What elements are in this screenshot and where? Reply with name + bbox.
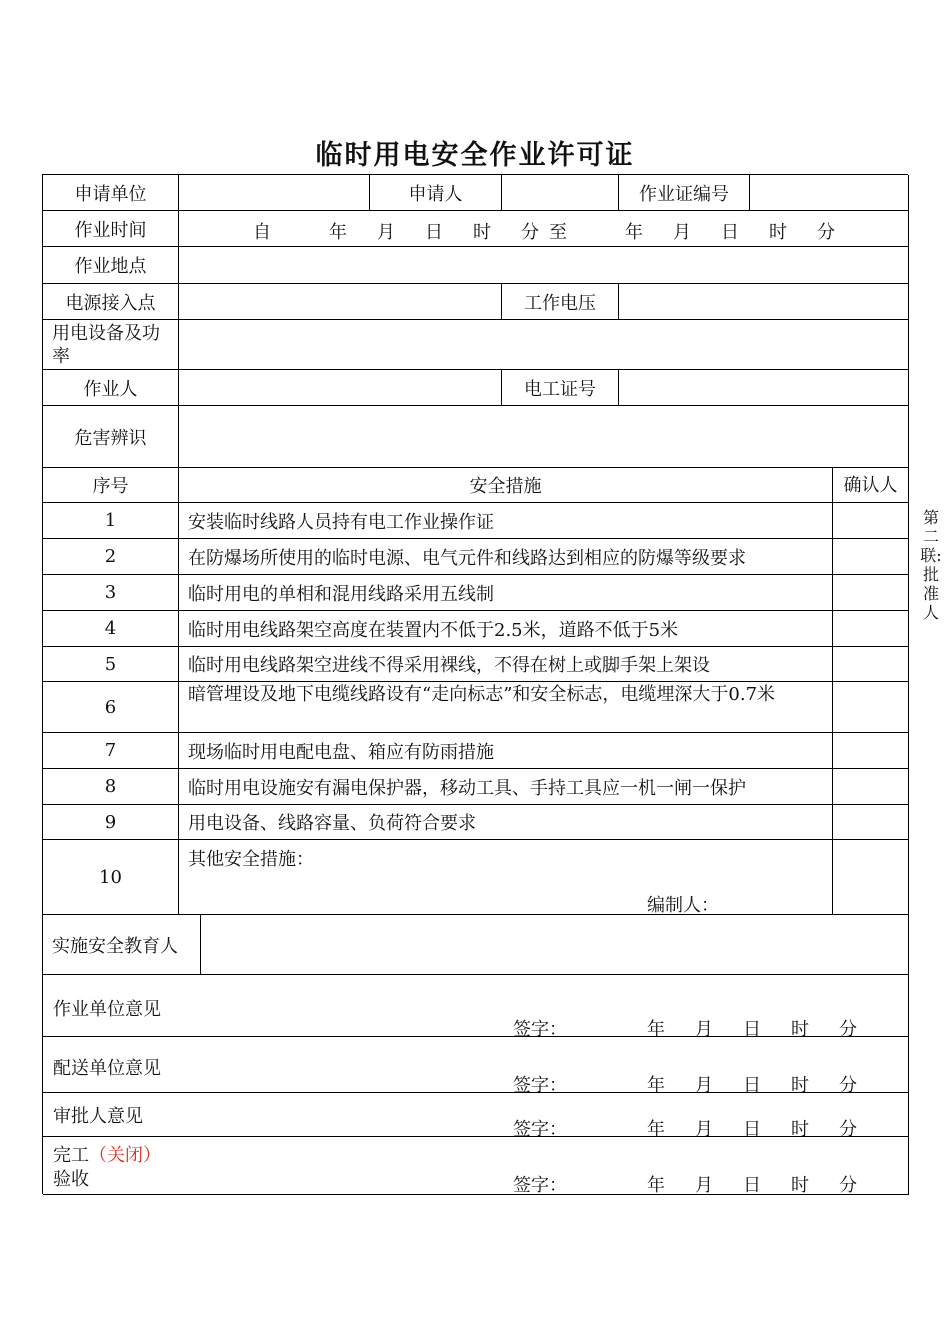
sign-label: 签字： bbox=[513, 1075, 567, 1096]
time-minute-end: 分 bbox=[817, 222, 835, 243]
measure-confirm[interactable] bbox=[833, 769, 909, 805]
measure-confirm[interactable] bbox=[833, 733, 909, 769]
permit-no-field[interactable] bbox=[750, 175, 909, 211]
measure-text: 在防爆场所使用的临时电源、电气元件和线路达到相应的防爆等级要求 bbox=[179, 539, 833, 575]
sign-minute: 分 bbox=[839, 1019, 857, 1040]
equipment-label: 用电设备及功率 bbox=[43, 320, 179, 370]
time-year-end: 年 bbox=[625, 222, 643, 243]
completion-label-text: 完工 bbox=[53, 1145, 89, 1166]
opinion-label: 审批人意见 bbox=[53, 1106, 143, 1127]
side-note-char: 批 bbox=[922, 565, 939, 584]
measure-no: 8 bbox=[43, 769, 179, 805]
measure-confirm[interactable] bbox=[833, 840, 909, 915]
completion-note: （关闭） bbox=[89, 1145, 161, 1166]
time-hour: 时 bbox=[473, 222, 491, 243]
sign-minute: 分 bbox=[839, 1175, 857, 1196]
measure-text: 用电设备、线路容量、负荷符合要求 bbox=[179, 805, 833, 840]
col-confirm-header: 确认人 bbox=[833, 468, 909, 503]
measure-no: 2 bbox=[43, 539, 179, 575]
measure-text: 临时用电线路架空高度在装置内不低于2.5米，道路不低于5米 bbox=[179, 611, 833, 647]
worker-field[interactable] bbox=[179, 370, 502, 406]
measure-confirm[interactable] bbox=[833, 503, 909, 539]
sign-month: 月 bbox=[695, 1119, 713, 1140]
measure-text: 暗管埋设及地下电缆线路设有“走向标志”和安全标志，电缆埋深大于0.7米 bbox=[179, 682, 833, 733]
sign-year: 年 bbox=[647, 1019, 665, 1040]
side-note bbox=[920, 508, 942, 622]
sign-day: 日 bbox=[743, 1175, 761, 1196]
voltage-field[interactable] bbox=[619, 284, 909, 320]
sign-hour: 时 bbox=[791, 1119, 809, 1140]
applicant-unit-field[interactable] bbox=[179, 175, 370, 211]
sign-hour: 时 bbox=[791, 1019, 809, 1040]
side-note-char: 第 bbox=[922, 508, 939, 527]
location-label: 作业地点 bbox=[43, 247, 179, 284]
page-title: 临时用电安全作业许可证 bbox=[315, 140, 635, 171]
sign-minute: 分 bbox=[839, 1119, 857, 1140]
measure-no: 5 bbox=[43, 647, 179, 682]
sign-year: 年 bbox=[647, 1119, 665, 1140]
sign-day: 日 bbox=[743, 1119, 761, 1140]
sign-minute: 分 bbox=[839, 1075, 857, 1096]
measure-confirm[interactable] bbox=[833, 682, 909, 733]
time-day-end: 日 bbox=[721, 222, 739, 243]
hazard-field[interactable] bbox=[179, 406, 909, 468]
compiler-label: 编制人： bbox=[647, 895, 719, 916]
equipment-field[interactable] bbox=[179, 320, 909, 370]
measure-no: 3 bbox=[43, 575, 179, 611]
measure-text: 临时用电设施安有漏电保护器，移动工具、手持工具应一机一闸一保护 bbox=[179, 769, 833, 805]
measure-no: 6 bbox=[43, 682, 179, 733]
measure-no: 4 bbox=[43, 611, 179, 647]
educator-field[interactable] bbox=[201, 915, 909, 975]
worker-label: 作业人 bbox=[43, 370, 179, 406]
completion-acceptance[interactable] bbox=[43, 1137, 909, 1195]
hazard-label: 危害辨识 bbox=[43, 406, 179, 468]
side-note-char: 准 bbox=[922, 584, 939, 603]
sign-hour: 时 bbox=[791, 1175, 809, 1196]
col-no-header: 序号 bbox=[43, 468, 179, 503]
power-point-label: 电源接入点 bbox=[43, 284, 179, 320]
applicant-label: 申请人 bbox=[370, 175, 502, 211]
measure-no: 10 bbox=[43, 840, 179, 915]
measure-confirm[interactable] bbox=[833, 611, 909, 647]
sign-label: 签字： bbox=[513, 1175, 567, 1196]
location-field[interactable] bbox=[179, 247, 909, 284]
acceptance-label: 验收 bbox=[53, 1169, 89, 1190]
applicant-unit-label: 申请单位 bbox=[43, 175, 179, 211]
measure-text: 临时用电线路架空进线不得采用裸线，不得在树上或脚手架上架设 bbox=[179, 647, 833, 682]
measure-text: 安装临时线路人员持有电工作业操作证 bbox=[179, 503, 833, 539]
measure-confirm[interactable] bbox=[833, 575, 909, 611]
opinion-label: 作业单位意见 bbox=[53, 999, 161, 1020]
side-note-char: 人 bbox=[922, 603, 939, 622]
time-day: 日 bbox=[425, 222, 443, 243]
sign-label: 签字： bbox=[513, 1019, 567, 1040]
sign-label: 签字： bbox=[513, 1119, 567, 1140]
other-measures-field[interactable] bbox=[179, 840, 833, 915]
power-point-field[interactable] bbox=[179, 284, 502, 320]
work-time-label: 作业时间 bbox=[43, 211, 179, 247]
side-note-char: 二 bbox=[922, 527, 939, 546]
measure-no: 9 bbox=[43, 805, 179, 840]
measure-confirm[interactable] bbox=[833, 805, 909, 840]
applicant-field[interactable] bbox=[502, 175, 619, 211]
time-hour-end: 时 bbox=[769, 222, 787, 243]
completion-label bbox=[53, 1141, 161, 1167]
sign-hour: 时 bbox=[791, 1075, 809, 1096]
approver-opinion[interactable] bbox=[43, 1093, 909, 1140]
permit-no-label: 作业证编号 bbox=[619, 175, 750, 211]
sign-day: 日 bbox=[743, 1075, 761, 1096]
time-minute: 分 bbox=[521, 222, 539, 243]
sign-month: 月 bbox=[695, 1075, 713, 1096]
measure-text: 临时用电的单相和混用线路采用五线制 bbox=[179, 575, 833, 611]
measure-text: 现场临时用电配电盘、箱应有防雨措施 bbox=[179, 733, 833, 769]
time-to: 至 bbox=[549, 222, 567, 243]
col-measure-header: 安全措施 bbox=[179, 468, 833, 503]
time-month: 月 bbox=[377, 222, 395, 243]
sign-year: 年 bbox=[647, 1175, 665, 1196]
delivery-unit-opinion[interactable] bbox=[43, 1037, 909, 1096]
sign-month: 月 bbox=[695, 1175, 713, 1196]
time-from: 自 bbox=[253, 222, 271, 243]
permit-form-table bbox=[42, 174, 908, 1194]
voltage-label: 工作电压 bbox=[502, 284, 619, 320]
work-time-field[interactable] bbox=[179, 211, 909, 247]
educator-label: 实施安全教育人 bbox=[43, 915, 201, 975]
electrician-cert-field[interactable] bbox=[619, 370, 909, 406]
opinion-label: 配送单位意见 bbox=[53, 1058, 161, 1079]
time-year: 年 bbox=[329, 222, 347, 243]
measure-no: 1 bbox=[43, 503, 179, 539]
measure-confirm[interactable] bbox=[833, 647, 909, 682]
other-measures-label: 其他安全措施： bbox=[188, 849, 314, 870]
sign-year: 年 bbox=[647, 1075, 665, 1096]
side-note-char: 联: bbox=[920, 546, 942, 565]
sign-day: 日 bbox=[743, 1019, 761, 1040]
sign-month: 月 bbox=[695, 1019, 713, 1040]
electrician-cert-label: 电工证号 bbox=[502, 370, 619, 406]
work-unit-opinion[interactable] bbox=[43, 975, 909, 1040]
measure-confirm[interactable] bbox=[833, 539, 909, 575]
measure-no: 7 bbox=[43, 733, 179, 769]
time-month-end: 月 bbox=[673, 222, 691, 243]
